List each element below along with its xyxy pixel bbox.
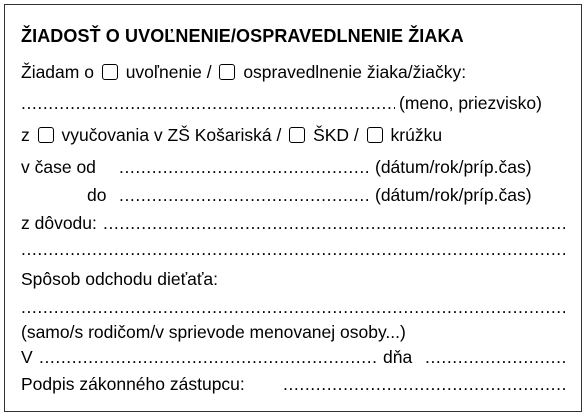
time-to-field[interactable] bbox=[119, 184, 371, 206]
departure-label-row bbox=[21, 268, 218, 290]
signature-label: Podpis zákonného zástupcu: bbox=[21, 374, 245, 394]
time-to-hint: (dátum/rok/príp.čas) bbox=[375, 185, 532, 205]
time-from-hint: (dátum/rok/príp.čas) bbox=[375, 157, 532, 177]
skd-checkbox[interactable] bbox=[289, 127, 305, 143]
absence-from-row bbox=[21, 124, 442, 146]
time-from-label: v čase od bbox=[21, 157, 96, 177]
time-to-row bbox=[21, 184, 567, 206]
classes-checkbox[interactable] bbox=[38, 127, 54, 143]
departure-field[interactable] bbox=[21, 296, 567, 318]
departure-label: Spôsob odchodu dieťaťa: bbox=[21, 269, 219, 289]
reason-row bbox=[21, 212, 567, 234]
request-type-row bbox=[21, 61, 466, 83]
excuse-label: ospravedlnenie žiaka/žiačky: bbox=[243, 62, 467, 82]
name-row bbox=[21, 92, 567, 114]
time-to-label: do bbox=[87, 185, 107, 205]
from-prefix: z bbox=[21, 125, 30, 145]
club-checkbox[interactable] bbox=[367, 127, 383, 143]
name-hint: (meno, priezvisko) bbox=[399, 93, 542, 113]
place-date-row bbox=[21, 346, 567, 368]
place-label: V bbox=[21, 347, 33, 367]
excuse-checkbox[interactable] bbox=[219, 64, 235, 80]
time-from-row bbox=[21, 156, 567, 178]
place-field[interactable] bbox=[39, 346, 377, 368]
request-prefix: Žiadam o bbox=[21, 62, 94, 82]
reason-field-line-2[interactable] bbox=[21, 238, 567, 260]
skd-label: ŠKD / bbox=[313, 125, 359, 145]
signature-field[interactable] bbox=[283, 373, 567, 395]
reason-field[interactable] bbox=[103, 212, 567, 234]
departure-hint: (samo/s rodičom/v sprievode menovanej osoby...) bbox=[21, 322, 406, 342]
departure-field-row bbox=[21, 296, 567, 318]
date-label: dňa bbox=[383, 347, 413, 367]
reason-continuation-row bbox=[21, 238, 567, 260]
reason-label: z dôvodu: bbox=[21, 213, 97, 233]
departure-hint-row bbox=[21, 321, 406, 343]
release-checkbox[interactable] bbox=[102, 64, 118, 80]
excuse-request-form bbox=[4, 4, 582, 412]
classes-label: vyučovania v ZŠ Košariská / bbox=[61, 125, 282, 145]
release-label: uvoľnenie / bbox=[125, 62, 212, 82]
date-field[interactable] bbox=[425, 346, 567, 368]
time-from-field[interactable] bbox=[119, 156, 371, 178]
club-label: krúžku bbox=[390, 125, 443, 145]
name-field[interactable] bbox=[21, 92, 395, 114]
form-title: ŽIADOSŤ O UVOĽNENIE/OSPRAVEDLNENIE ŽIAKA bbox=[21, 26, 464, 46]
signature-row bbox=[21, 373, 567, 395]
